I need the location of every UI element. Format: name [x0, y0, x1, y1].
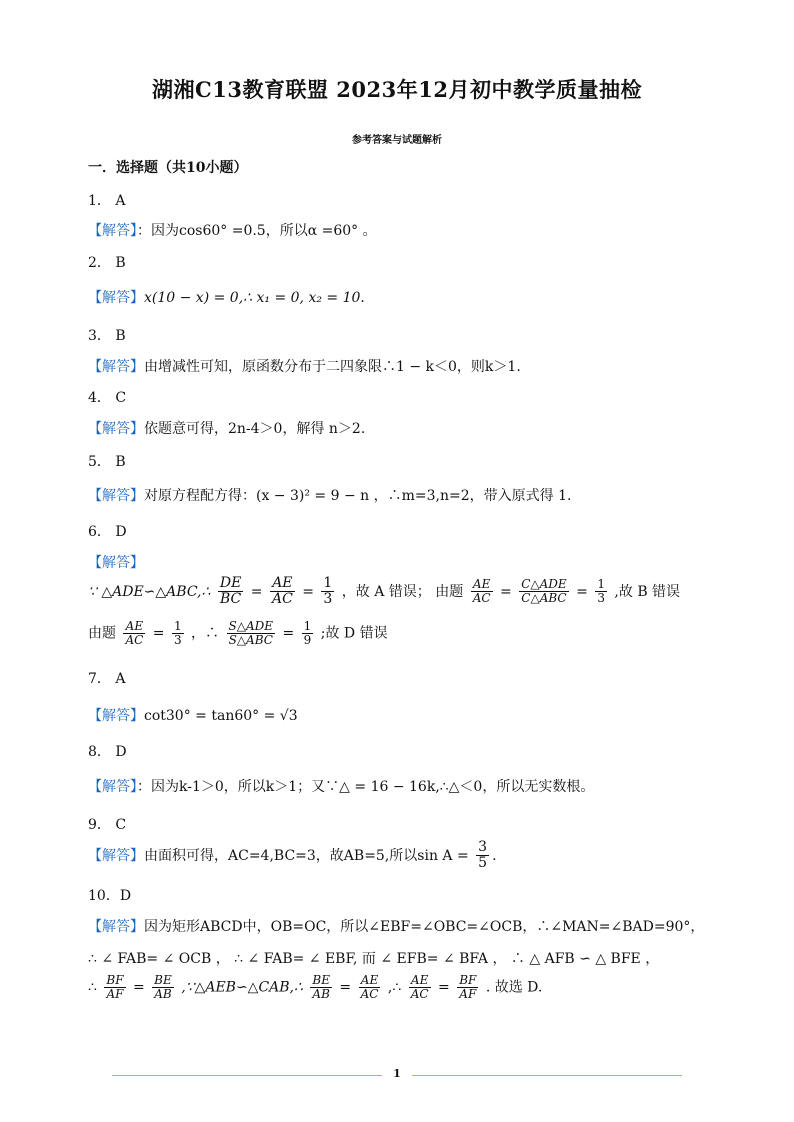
answer-tag: 【解答】	[88, 421, 144, 437]
question-number: 10．D	[88, 888, 132, 904]
question-number: 9． C	[88, 817, 127, 833]
answer-text: ：因为cos60° =0.5，所以α =60° 。	[137, 223, 377, 239]
fraction: $\frac{1}{9}$	[303, 619, 312, 648]
fraction: $\frac{AE}{AC}$	[271, 575, 293, 608]
fraction: $\frac{1}{3}$	[173, 619, 182, 648]
answer-tag: 【解答】	[88, 555, 144, 571]
answer-line	[88, 776, 594, 796]
answer-line	[88, 552, 144, 572]
answer-line	[88, 485, 571, 505]
answer-text: 由面积可得，AC=4,BC=3，故AB=5,所以sin A =	[144, 847, 469, 864]
question-number: 3． B	[88, 328, 126, 344]
q6-line-1: ∵ △ADE∽△ABC,∴ $\frac{DE}{BC}$ = $\frac{AE}{AC}$ = $\frac{1}{3}$ ，故 A 错误； 由题 $\frac{AE}{AC}$ = $\frac{\text{C△ADE}}{\text{C△ABC}}$ = $\frac{1}{3}$ ,故 B 错误	[88, 575, 681, 608]
answer-text: cot30° = tan60° = √3	[144, 708, 298, 724]
answer-line	[88, 705, 298, 725]
fraction: $\frac{BE}{AB}$	[312, 973, 330, 1002]
answer-text: 因为矩形ABCD中，OB=OC，所以∠EBF=∠OBC=∠OCB，∴∠MAN=∠BAD=90°，	[144, 919, 705, 935]
q10-line-2: ∴ ∠ FAB= ∠ OCB ， ∴ ∠ FAB= ∠ EBF, 而 ∠ EFB= ∠ BFA ， ∴ △ AFB ∽ △ BFE ，	[88, 951, 660, 967]
answer-tag: 【解答】	[88, 847, 144, 864]
page-title: 湖湘C13教育联盟 2023年12月初中教学质量抽检	[152, 77, 642, 102]
question-number: 8． D	[88, 744, 127, 760]
fraction: $\frac{BF}{AF}$	[459, 973, 477, 1002]
fraction: $\frac{DE}{BC}$	[219, 575, 242, 608]
footer-rule-right	[412, 1075, 682, 1076]
fraction: $\frac{BF}{AF}$	[106, 973, 124, 1002]
question-number: 6． D	[88, 524, 127, 540]
footer-rule-left	[112, 1075, 382, 1076]
fraction: $\frac{AE}{AC}$	[125, 619, 144, 648]
answer-text: 依题意可得，2n-4＞0，解得 n＞2.	[144, 421, 366, 437]
answer-tag: 【解答】	[88, 488, 144, 504]
answer-tag: 【解答】	[88, 290, 144, 306]
fraction: $\frac{BE}{AB}$	[154, 973, 172, 1002]
answer-tag: 【解答】	[88, 779, 137, 795]
answer-line	[88, 916, 704, 936]
fraction: $\frac{\text{S△ADE}}{\text{S△ABC}}$	[228, 619, 273, 648]
q10-line-3: ∴ $\frac{BF}{AF}$ = $\frac{BE}{AB}$ ,∵△AEB∽△CAB,∴ $\frac{BE}{AB}$ = $\frac{AE}{AC}$ ,∴ $\frac{AE}{AC}$ = $\frac{BF}{AF}$ . 故选 D.	[88, 973, 543, 1002]
question-number: 4． C	[88, 390, 127, 406]
answer-line: 【解答】由面积可得，AC=4,BC=3，故AB=5,所以sin A = $\frac{3}{5}$ .	[88, 839, 497, 872]
answer-tag: 【解答】	[88, 359, 144, 375]
page-number: 1	[393, 1067, 401, 1080]
answer-text: 由增减性可知，原函数分布于二四象限∴1 − k＜0，则k＞1.	[144, 359, 521, 375]
answer-line	[88, 356, 521, 376]
fraction: $\frac{\text{C△ADE}}{\text{C△ABC}}$	[521, 577, 567, 606]
question-number: 2． B	[88, 255, 126, 271]
answer-tag: 【解答】	[88, 708, 144, 724]
section-heading: 一．选择题（共10小题）	[88, 160, 248, 176]
fraction: $\frac{AE}{AC}$	[410, 973, 429, 1002]
answer-text: ：因为k-1＞0，所以k＞1；又∵△ = 16 − 16k,∴△＜0，所以无实数根。	[137, 779, 595, 795]
answer-text: x(10 − x) = 0,∴ x₁ = 0, x₂ = 10.	[144, 290, 365, 306]
answer-tag: 【解答】	[88, 223, 137, 239]
question-number: 7． A	[88, 671, 126, 687]
fraction: $\frac{AE}{AC}$	[472, 577, 491, 606]
fraction: $\frac{AE}{AC}$	[360, 973, 379, 1002]
q6-line-2: 由题 $\frac{AE}{AC}$ = $\frac{1}{3}$ ，∴ $\frac{\text{S△ADE}}{\text{S△ABC}}$ = $\frac{1}{9}$ ;故 D 错误	[88, 619, 388, 648]
fraction: $\frac{3}{5}$	[478, 839, 488, 872]
answer-line	[88, 287, 365, 307]
page-subtitle: 参考答案与试题解析	[352, 135, 442, 146]
answer-tag: 【解答】	[88, 919, 144, 935]
fraction: $\frac{1}{3}$	[597, 577, 605, 606]
question-number: 1． A	[88, 193, 126, 209]
question-number: 5． B	[88, 454, 126, 470]
answer-text: 对原方程配方得：(x − 3)² = 9 − n ，∴m=3,n=2，带入原式得 1.	[144, 488, 572, 504]
answer-line	[88, 418, 365, 438]
fraction: $\frac{1}{3}$	[323, 575, 333, 608]
answer-line	[88, 220, 377, 240]
